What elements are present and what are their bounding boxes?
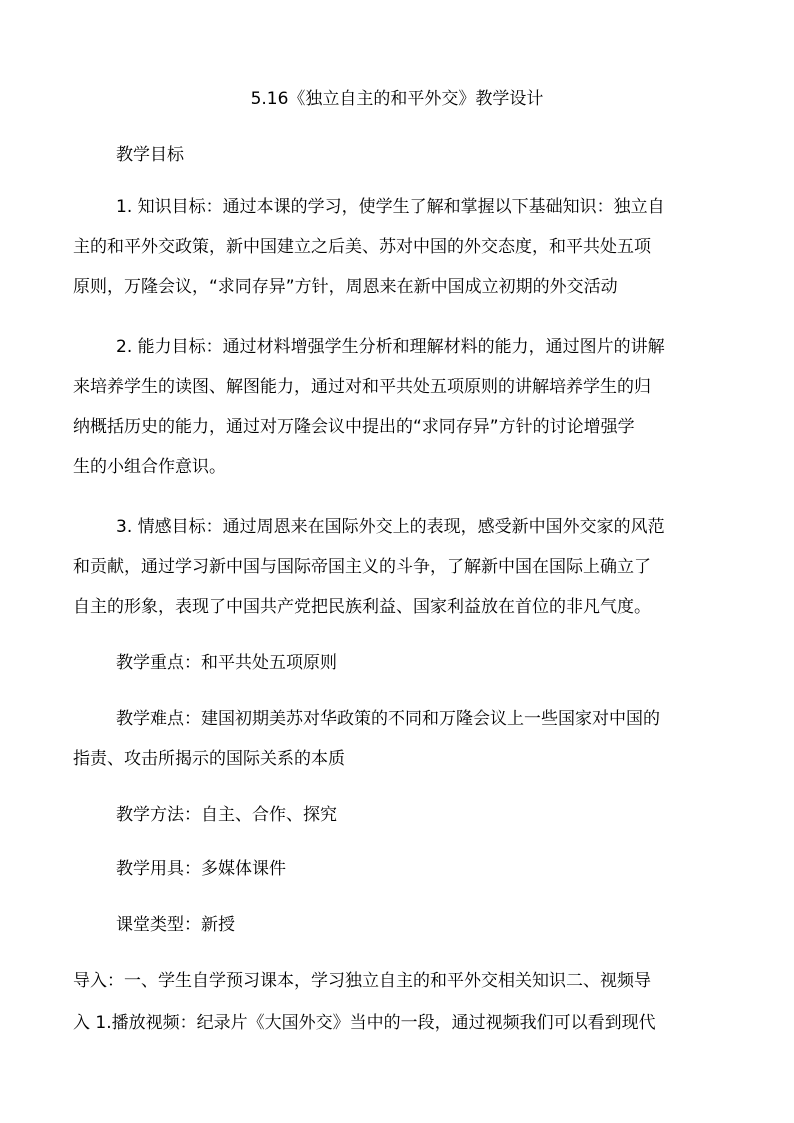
heading-teaching-objectives: 教学目标 [116,145,184,165]
lesson-type: 课堂类型：新授 [116,915,235,935]
objective-3-line-1: 3. 情感目标：通过周恩来在国际外交上的表现，感受新中国外交家的风范 [116,517,665,537]
difficulty-line-2: 指责、攻击所揭示的国际关系的本质 [73,749,345,769]
teaching-methods: 教学方法：自主、合作、探究 [116,805,337,825]
objective-2-line-3: 纳概括历史的能力，通过对万隆会议中提出的“求同存异”方针的讨论增强学 [73,417,635,437]
teaching-tools: 教学用具：多媒体课件 [116,859,286,879]
objective-1-line-3: 原则，万隆会议，“求同存异”方针，周恩来在新中国成立初期的外交活动 [73,277,618,297]
objective-1-line-1: 1. 知识目标：通过本课的学习，使学生了解和掌握以下基础知识：独立自 [116,197,665,217]
objective-3-line-3: 自主的形象，表现了中国共产党把民族利益、国家利益放在首位的非凡气度。 [73,597,651,617]
objective-2-line-4: 生的小组合作意识。 [73,457,226,477]
intro-line-1: 导入：一、学生自学预习课本，学习独立自主的和平外交相关知识二、视频导 [73,971,651,991]
objective-2-line-2: 来培养学生的读图、解图能力，通过对和平共处五项原则的讲解培养学生的归 [73,377,651,397]
objective-3-line-2: 和贡献，通过学习新中国与国际帝国主义的斗争，了解新中国在国际上确立了 [73,557,651,577]
key-point: 教学重点：和平共处五项原则 [116,653,337,673]
objective-1-line-2: 主的和平外交政策，新中国建立之后美、苏对中国的外交态度，和平共处五项 [73,237,651,257]
difficulty-line-1: 教学难点：建国初期美苏对华政策的不同和万隆会议上一些国家对中国的 [116,709,660,729]
document-title: 5.16《独立自主的和平外交》教学设计 [250,89,544,109]
objective-2-line-1: 2. 能力目标：通过材料增强学生分析和理解材料的能力，通过图片的讲解 [116,337,665,357]
intro-line-2: 入 1.播放视频：纪录片《大国外交》当中的一段，通过视频我们可以看到现代 [73,1013,656,1033]
